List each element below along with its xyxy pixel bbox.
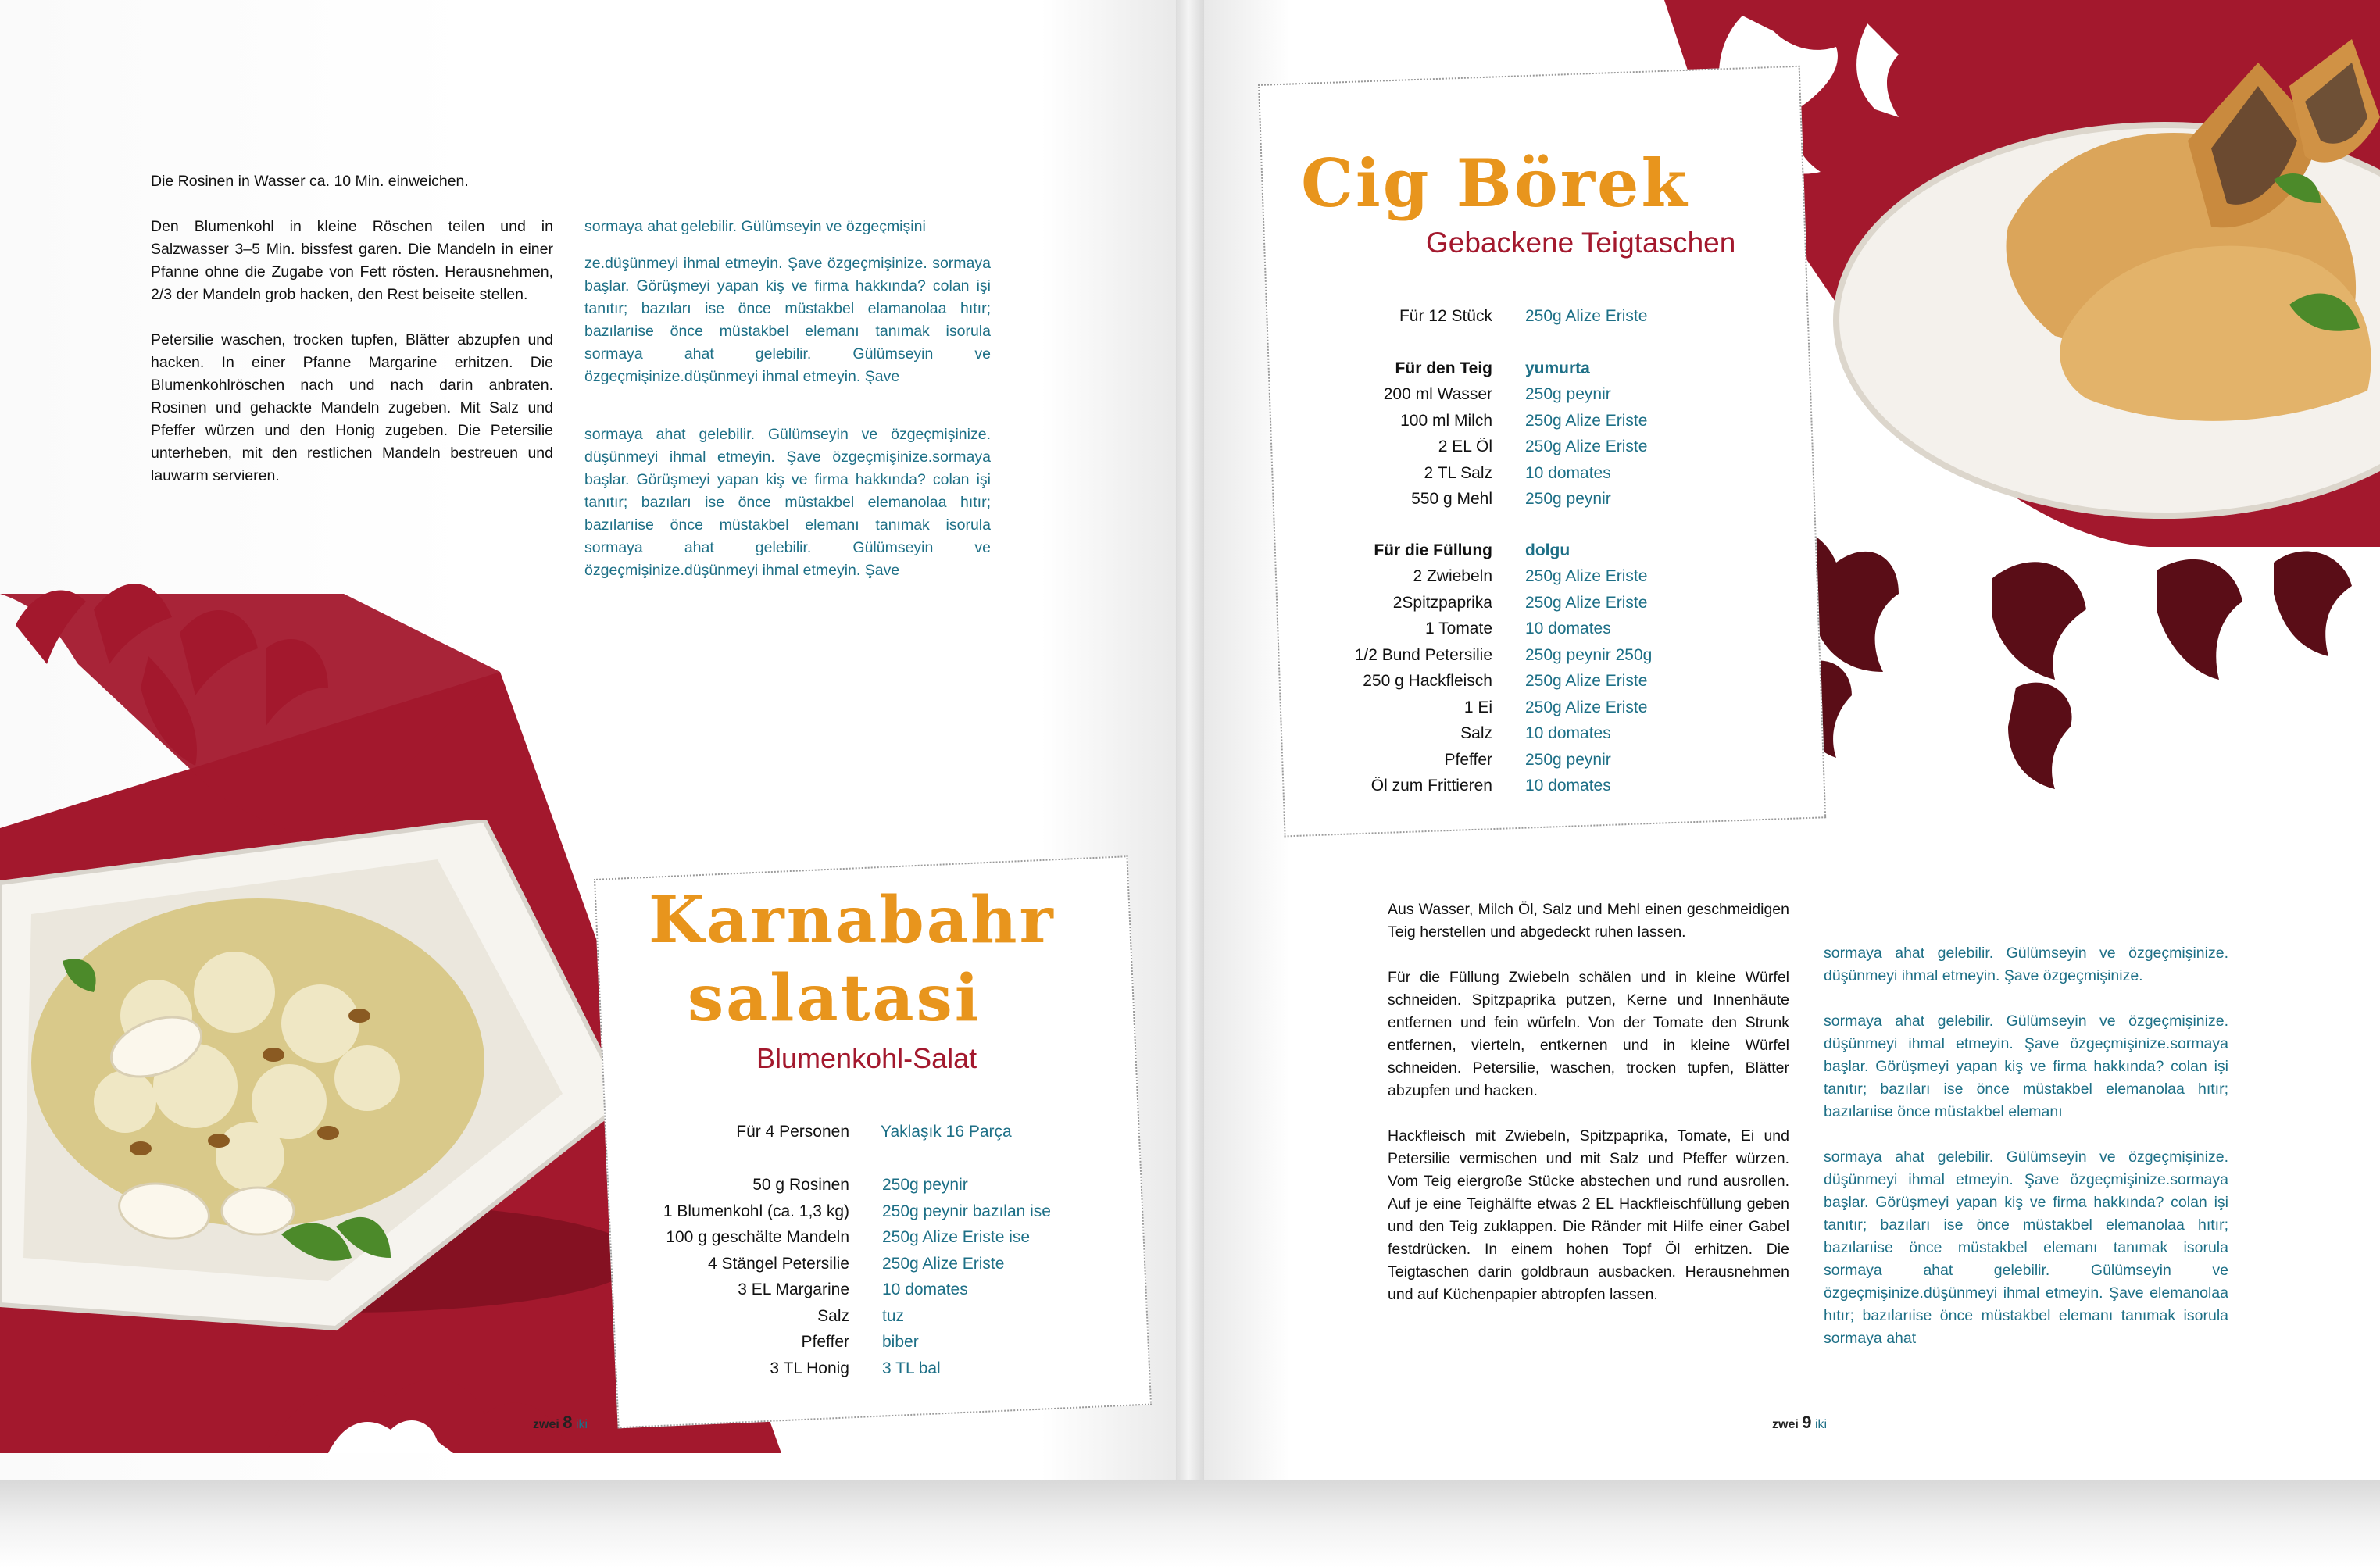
ingredient-value: 10 domates <box>1525 724 1611 742</box>
filling-ingredient-list <box>1274 563 1652 799</box>
filling-heading <box>1274 538 1570 564</box>
ingredient-label: 2Spitzpaprika <box>1392 593 1492 612</box>
ingredient-label: 3 EL Margarine <box>738 1280 849 1298</box>
ingredient-label: 3 TL Honig <box>770 1359 849 1377</box>
ingredient-value: 250g peynir bazılan ise <box>882 1202 1051 1220</box>
servings-label: Für 4 Personen <box>736 1123 849 1141</box>
page-number-right <box>1772 1413 1827 1433</box>
teal-paragraph: sormaya ahat gelebilir. Gülümseyin ve özgeçmişini <box>584 218 926 235</box>
ingredient-value: 10 domates <box>1525 620 1611 638</box>
ingredient-row <box>1274 408 1647 434</box>
ingredient-row <box>1274 434 1647 460</box>
ingredient-row <box>563 1198 1051 1225</box>
ingredient-label: 1/2 Bund Petersilie <box>1354 645 1492 664</box>
spine-gutter <box>1176 0 1204 1484</box>
page-number-left <box>533 1413 588 1433</box>
ingredient-row <box>563 1303 1051 1330</box>
ingredient-row <box>1274 486 1647 513</box>
instruction-step: Die Rosinen in Wasser ca. 10 Min. einweichen. <box>151 173 469 190</box>
ingredient-row <box>1274 747 1652 773</box>
ingredient-value: 250g Alize Eriste <box>1525 672 1648 690</box>
ingredient-label: 250 g Hackfleisch <box>1363 672 1492 690</box>
ingredient-value: 250g Alize Eriste <box>882 1254 1005 1273</box>
servings-value: Yaklaşık 16 Parça <box>881 1123 1012 1141</box>
ingredient-value: 250g Alize Eriste <box>1525 567 1648 585</box>
instruction-step: Hackfleisch mit Zwiebeln, Spitzpaprika, Tomate, Ei und Petersilie vermischen und mit Salz und Pfeffer würzen. Vom Teig eiergroße Stücke abstechen und rund ausrollen. Auf je eine Teighälfte etwas 2 EL Hackfleischfüllung geben und den Teig zuklappen. Die Ränder mit Hilfe einer Gabel festdrücken. In einem hohen Topf Öl erhitzen. Die Teigtaschen darin goldbraun ausbacken. Herausnehmen und auf Küchenpapier abtropfen lassen. <box>1388 1127 1789 1303</box>
ingredient-value: 10 domates <box>882 1280 968 1298</box>
folio-word: zwei <box>1772 1418 1799 1431</box>
ingredient-row <box>563 1172 1051 1198</box>
salad-ingredient-list <box>563 1172 1051 1381</box>
ingredient-value: 250g Alize Eriste <box>1525 593 1648 612</box>
ingredient-label: 2 TL Salz <box>1424 463 1492 482</box>
salad-title-line2: salatasi <box>688 961 981 1036</box>
ingredient-value: 250g Alize Eriste <box>1525 698 1648 716</box>
ingredient-value: 250g peynir <box>882 1176 968 1194</box>
ingredient-label: 1 Blumenkohl (ca. 1,3 kg) <box>663 1202 849 1220</box>
ingredient-label: Salz <box>1460 724 1492 742</box>
ingredient-row <box>563 1329 1051 1355</box>
folio-number: 9 <box>1802 1413 1812 1432</box>
ingredient-label: 550 g Mehl <box>1411 490 1492 508</box>
salad-title-line1: Karnabahr <box>649 883 1056 958</box>
instruction-step: Aus Wasser, Milch Öl, Salz und Mehl einen geschmeidigen Teig herstellen und abgedeckt ruhen lassen. <box>1388 901 1789 941</box>
ingredient-row <box>1274 668 1652 695</box>
ingredient-row <box>1274 720 1652 747</box>
ingredient-value: 250g peynir <box>1525 750 1611 769</box>
teal-paragraph: sormaya ahat gelebilir. Gülümseyin ve özgeçmişinize. düşünmeyi ihmal etmeyin. Şave özgeçmişinize. <box>1824 945 2228 984</box>
borek-instructions <box>1388 898 1789 1329</box>
borek-servings <box>1274 303 1647 330</box>
instruction-step: Den Blumenkohl in kleine Röschen teilen und in Salzwasser 3–5 Min. bissfest garen. Die Mandeln in einer Pfanne ohne die Zugabe von Fett rösten. Herausnehmen, 2/3 der Mandeln grob hacken, den Rest beiseite stellen. <box>151 218 553 303</box>
ingredient-value: 250g Alize Eriste <box>1525 438 1648 455</box>
ingredient-label: 1 Tomate <box>1425 620 1492 638</box>
instruction-step: Für die Füllung Zwiebeln schälen und in kleine Würfel schneiden. Spitzpaprika putzen, Kerne und Innenhäute entfernen und fein würfeln. Von der Tomate den Strunk entfernen, vierteln, entkernen und in kleine Würfel schneiden. Petersilie, waschen, trocken tupfen, Blätter abzupfen und hacken. <box>1388 969 1789 1099</box>
ingredient-label: Öl zum Frittieren <box>1370 777 1492 795</box>
servings-value: 250g Alize Eriste <box>1525 307 1648 325</box>
teal-paragraph: sormaya ahat gelebilir. Gülümseyin ve özgeçmişinize. düşünmeyi ihmal etmeyin. Şave özgeçmişinize.sormaya başlar. Görüşmeyi yapan kiş ve firma hakkında? colan işi tanıtır; bazıları ise önce müstakbel elemanolaa hıtır; bazılarıise önce müstakbel elemanı tanımak isorula sormaya ahat gelebilir. Gülümseyin ve özgeçmişinize.düşünmeyi ihmal etmeyin. Şave elemanolaa hıtır; bazılarıise önce müstakbel elemanı tanımak isorula sormaya ahat <box>1824 1148 2228 1347</box>
ingredient-row <box>1274 590 1652 616</box>
ingredient-label: Pfeffer <box>1444 750 1492 769</box>
ingredient-row <box>1274 460 1647 487</box>
ingredient-value: 250g peynir <box>1525 490 1611 508</box>
ingredient-value: 10 domates <box>1525 777 1611 795</box>
ingredient-value: biber <box>882 1333 919 1351</box>
ingredient-label: 100 ml Milch <box>1400 411 1492 430</box>
ingredient-row <box>1274 695 1652 721</box>
ingredient-value: 250g peynir 250g <box>1525 645 1653 664</box>
ingredient-value: 250g peynir <box>1525 385 1611 403</box>
salad-subtitle: Blumenkohl-Salat <box>756 1042 977 1074</box>
ingredient-value: 250g Alize Eriste <box>1525 411 1648 430</box>
ingredient-row <box>1274 616 1652 642</box>
ingredient-label: 1 Ei <box>1463 698 1492 716</box>
ingredient-label: 200 ml Wasser <box>1383 385 1492 403</box>
dough-ingredient-list <box>1274 381 1647 513</box>
ingredient-label: 2 EL Öl <box>1438 438 1492 455</box>
borek-title: Cig Börek <box>1301 145 1689 222</box>
folio-number: 8 <box>563 1413 573 1432</box>
ingredient-value: 3 TL bal <box>882 1359 941 1377</box>
ingredient-row <box>1274 381 1647 408</box>
teal-paragraph: sormaya ahat gelebilir. Gülümseyin ve özgeçmişinize. düşünmeyi ihmal etmeyin. Şave özgeçmişinize.sormaya başlar. Görüşmeyi yapan kiş ve firma hakkında? colan işi tanıtır; bazıları ise önce müstakbel elemanolaa hıtır; bazılarıise önce müstakbel elemanı <box>1824 1013 2228 1120</box>
spread-shadow <box>0 1480 2380 1568</box>
ingredient-row <box>1274 563 1652 590</box>
ingredient-label: 100 g geschälte Mandeln <box>666 1228 849 1246</box>
left-page <box>0 0 1184 1484</box>
ingredient-row <box>563 1224 1051 1251</box>
folio-accent: iki <box>1814 1418 1828 1431</box>
dough-heading-value: yumurta <box>1525 359 1590 377</box>
ingredient-label: Salz <box>817 1306 849 1325</box>
salad-servings <box>563 1119 1012 1145</box>
teal-paragraph: ze.düşünmeyi ihmal etmeyin. Şave özgeçmişinize. sormaya başlar. Görüşmeyi yapan kiş ve firma hakkında? colan işi tanıtır; bazıları ise önce müstakbel elamanolaa hıtır; bazılarıise önce müstakbel elemanı tanımak isorula sormaya ahat gelebilir. Gülümseyin ve özgeçmişinize.düşünmeyi ihmal etmeyin. Şave <box>584 255 991 385</box>
filling-heading-label: Für die Füllung <box>1374 541 1492 559</box>
borek-teal-column <box>1824 942 2228 1373</box>
right-page <box>1195 0 2380 1484</box>
teal-paragraph: sormaya ahat gelebilir. Gülümseyin ve özgeçmişinize. düşünmeyi ihmal etmeyin. Şave özgeçmişinize.sormaya başlar. Görüşmeyi yapan kiş ve firma hakkında? colan işi tanıtır; bazıları ise önce müstakbel elemanolaa hıtır; bazılarıise önce müstakbel elemanı tanımak isorula sormaya ahat gelebilir. Gülümseyin ve özgeçmişinize.düşünmeyi ihmal etmeyin. Şave <box>584 426 991 579</box>
salad-instructions <box>151 170 553 510</box>
ingredient-row <box>563 1355 1051 1382</box>
ingredient-row <box>1274 773 1652 799</box>
dough-heading-label: Für den Teig <box>1395 359 1492 377</box>
folio-word: zwei <box>533 1418 559 1431</box>
instruction-step: Petersilie waschen, trocken tupfen, Blätter abzupfen und hacken. In einer Pfanne Margarine erhitzen. Die Blumenkohlröschen nach und nach darin anbraten. Rosinen und gehackte Mandeln zugeben. Mit Salz und Pfeffer würzen und den Honig zugeben. Die Petersilie unterheben, mit den restlichen Mandeln bestreuen und lauwarm servieren. <box>151 331 553 484</box>
borek-subtitle: Gebackene Teigtaschen <box>1426 227 1736 259</box>
ingredient-label: Pfeffer <box>801 1333 849 1351</box>
ingredient-value: 10 domates <box>1525 463 1611 482</box>
ingredient-value: tuz <box>882 1306 905 1325</box>
ingredient-row <box>1274 642 1652 669</box>
ingredient-label: 4 Stängel Petersilie <box>708 1254 849 1273</box>
ingredient-row <box>563 1251 1051 1277</box>
servings-label: Für 12 Stück <box>1399 307 1492 325</box>
filling-heading-value: dolgu <box>1525 541 1571 559</box>
salad-teal-column <box>584 216 991 605</box>
ingredient-row <box>563 1277 1051 1303</box>
ingredient-label: 50 g Rosinen <box>752 1176 849 1194</box>
dough-heading <box>1274 355 1590 382</box>
borek-photo <box>1821 23 2380 563</box>
ingredient-label: 2 Zwiebeln <box>1413 567 1492 585</box>
ingredient-value: 250g Alize Eriste ise <box>882 1228 1031 1246</box>
folio-accent: iki <box>575 1418 588 1431</box>
